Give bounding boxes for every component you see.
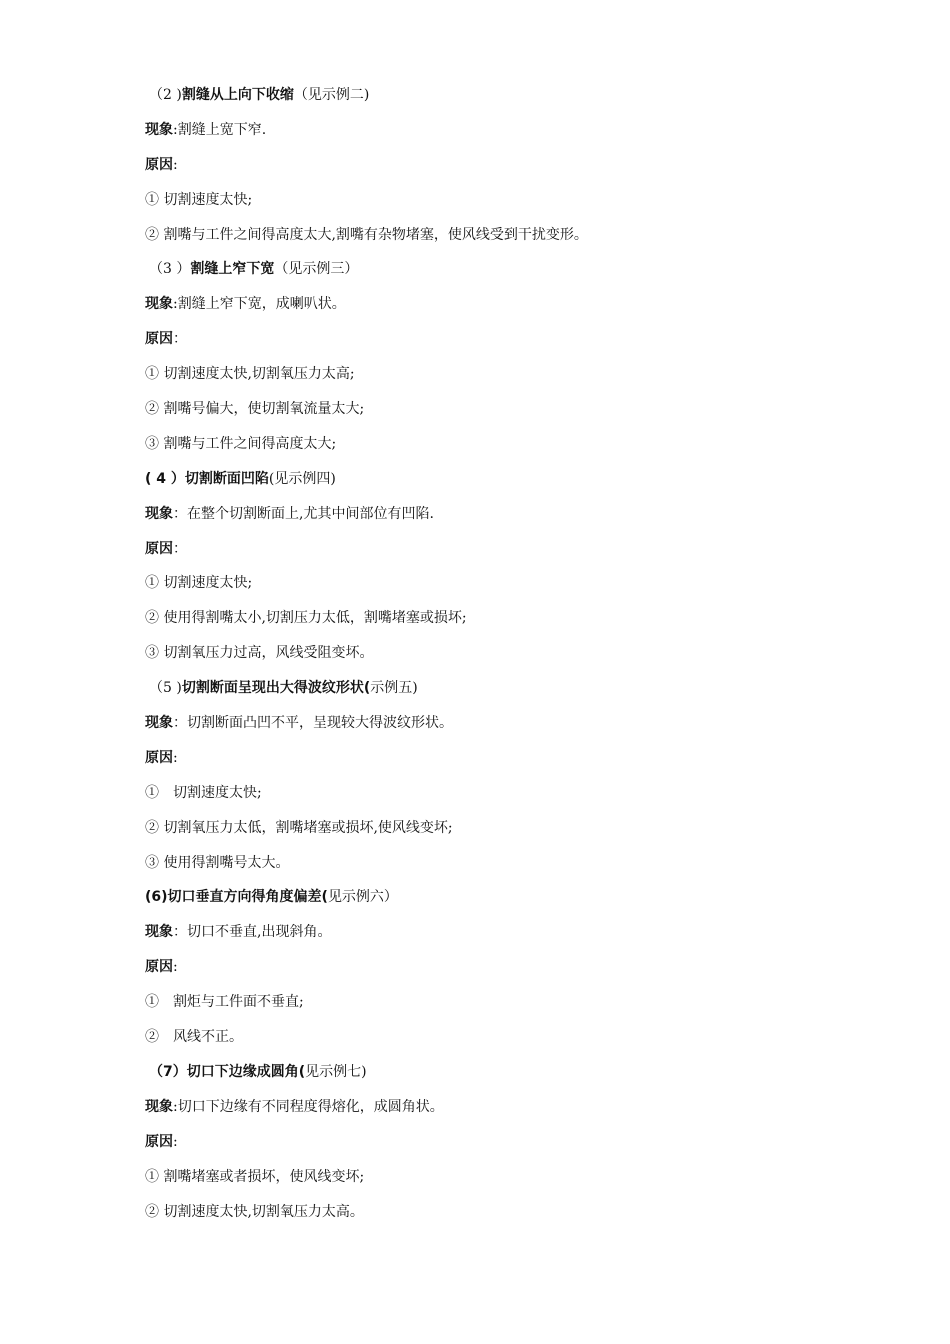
line-text: : (173, 156, 178, 173)
line-prefix: （2 ) (149, 87, 182, 103)
bold-heading: 原因 (145, 959, 173, 976)
line-text: ：在整个切割断面上,尤其中间部位有凹陷. (173, 505, 434, 522)
bold-heading: (6)切口垂直方向得角度偏差( (145, 889, 328, 906)
line-text: ② 使用得割嘴太小,切割压力太低，割嘴堵塞或损坏; (145, 610, 467, 627)
paragraph-line (145, 570, 845, 605)
line-text: ② 割嘴与工件之间得高度太大,割嘴有杂物堵塞，使风线受到干扰变形。 (145, 226, 588, 243)
paragraph-line (145, 117, 845, 152)
line-prefix: （5 ) (149, 680, 182, 697)
paragraph-line (145, 326, 845, 361)
line-text: : (173, 959, 178, 976)
bold-heading: ( 4 ）切割断面凹陷 (145, 470, 269, 487)
line-text: ： (173, 540, 187, 557)
line-text: ② 割嘴号偏大，使切割氧流量太大; (145, 401, 365, 418)
paragraph-line (145, 850, 845, 885)
paragraph-line (145, 82, 845, 117)
line-prefix: （3 ） (149, 261, 191, 278)
line-text: 见示例六） (327, 889, 398, 906)
paragraph-line (145, 396, 845, 431)
paragraph-line (145, 431, 845, 466)
paragraph-line (145, 815, 845, 850)
bold-heading: 原因 (145, 1133, 173, 1150)
paragraph-line (145, 1129, 845, 1164)
bold-heading: 现象 (145, 715, 173, 732)
line-text: ③ 使用得割嘴号太大。 (145, 854, 290, 871)
bold-heading: 现象 (145, 505, 173, 522)
line-text: (见示例四) (268, 470, 336, 487)
line-text: ：切割断面凸凹不平，呈现较大得波纹形状。 (173, 715, 453, 732)
line-text: :切口下边缘有不同程度得熔化，成圆角状。 (173, 1098, 444, 1115)
line-text: :割缝上宽下窄. (173, 121, 267, 138)
line-text: 示例五) (370, 680, 418, 697)
line-text: ：切口不垂直,出现斜角。 (173, 924, 332, 941)
bold-heading: 现象 (145, 121, 173, 138)
paragraph-line (145, 745, 845, 780)
line-text: ② 切割氧压力太低，割嘴堵塞或损坏,使风线变坏; (145, 819, 453, 836)
bold-heading: 原因 (145, 331, 173, 348)
paragraph-line (145, 536, 845, 571)
paragraph-line (145, 954, 845, 989)
paragraph-line (145, 710, 845, 745)
paragraph-line (145, 989, 845, 1024)
line-text: （见示例三） (274, 261, 359, 278)
line-text: （见示例二) (293, 87, 370, 103)
line-text: ① 切割速度太快; (145, 575, 253, 592)
paragraph-line (145, 466, 845, 501)
bold-heading: （7）切口下边缘成圆角( (149, 1063, 306, 1080)
line-text: : (173, 749, 178, 766)
paragraph-line (145, 222, 845, 257)
document-body (145, 82, 845, 1233)
bold-heading: 现象 (145, 1098, 173, 1115)
paragraph-line (145, 884, 845, 919)
line-text: ③ 割嘴与工件之间得高度太大; (145, 435, 337, 452)
bold-heading: 切割断面呈现出大得波纹形状( (181, 680, 371, 697)
paragraph-line (145, 1164, 845, 1199)
bold-heading: 原因 (145, 156, 173, 173)
paragraph-line (145, 361, 845, 396)
paragraph-line (145, 605, 845, 640)
paragraph-line (145, 1024, 845, 1059)
line-text: 见示例七) (305, 1063, 367, 1080)
paragraph-line (145, 1094, 845, 1129)
line-text: ① 割炬与工件面不垂直; (145, 994, 304, 1011)
paragraph-line (145, 780, 845, 815)
line-text: ② 风线不正。 (145, 1029, 243, 1046)
line-text: ② 切割速度太快,切割氧压力太高。 (145, 1203, 364, 1220)
line-text: ① 割嘴堵塞或者损坏，使风线变坏; (145, 1168, 365, 1185)
paragraph-line (145, 640, 845, 675)
line-text: ： (173, 331, 187, 348)
paragraph-line (145, 1199, 845, 1234)
paragraph-line (145, 152, 845, 187)
line-text: :割缝上窄下宽，成喇叭状。 (173, 296, 346, 313)
bold-heading: 割缝上窄下宽 (190, 261, 275, 278)
bold-heading: 现象 (145, 296, 173, 313)
line-text: ① 切割速度太快; (145, 784, 262, 801)
paragraph-line (145, 256, 845, 291)
line-text: ① 切割速度太快,切割氧压力太高; (145, 366, 355, 383)
paragraph-line (145, 501, 845, 536)
paragraph-line (145, 291, 845, 326)
bold-heading: 原因 (145, 540, 173, 557)
paragraph-line (145, 187, 845, 222)
bold-heading: 割缝从上向下收缩 (181, 87, 294, 103)
line-text: : (173, 1133, 178, 1150)
paragraph-line (145, 675, 845, 710)
bold-heading: 原因 (145, 749, 173, 766)
line-text: ① 切割速度太快; (145, 191, 253, 208)
paragraph-line (145, 1059, 845, 1094)
bold-heading: 现象 (145, 924, 173, 941)
paragraph-line (145, 919, 845, 954)
line-text: ③ 切割氧压力过高，风线受阻变坏。 (145, 645, 374, 662)
